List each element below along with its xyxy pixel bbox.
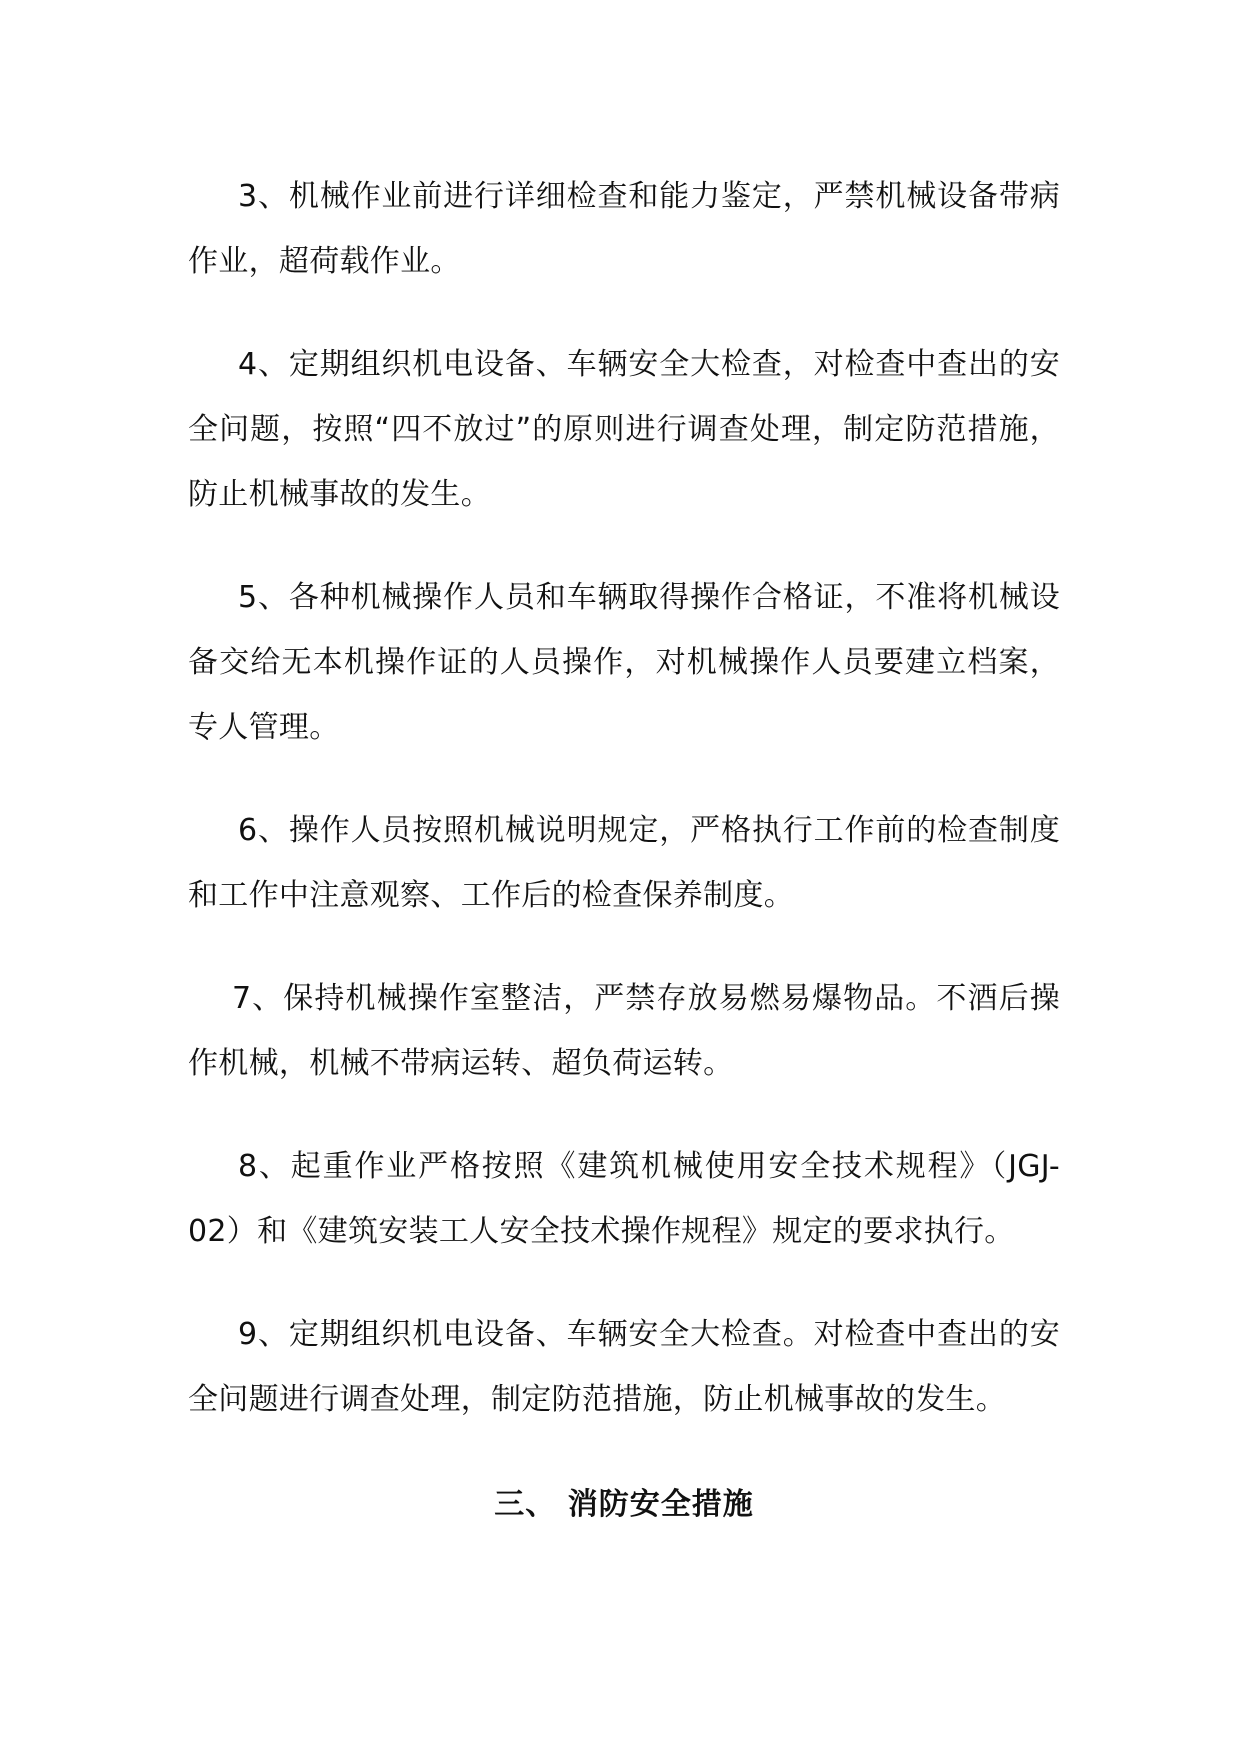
paragraph-item-6: 6、操作人员按照机械说明规定，严格执行工作前的检查制度和工作中注意观察、工作后的检查保养制度。 — [188, 813, 1060, 913]
paragraph-item-3: 3、机械作业前进行详细检查和能力鉴定，严禁机械设备带病作业，超荷载作业。 — [188, 179, 1060, 279]
document-body — [188, 164, 1060, 1537]
paragraph-item-4: 4、定期组织机电设备、车辆安全大检查，对检查中查出的安全问题，按照“四不放过”的原则进行调查处理，制定防范措施，防止机械事故的发生。 — [188, 347, 1060, 512]
section-heading: 三、 消防安全措施 — [494, 1487, 754, 1522]
paragraph-item-7: 7、保持机械操作室整洁，严禁存放易燃易爆物品。不酒后操作机械，机械不带病运转、超负荷运转。 — [188, 981, 1060, 1081]
paragraph-item-8: 8、起重作业严格按照《建筑机械使用安全技术规程》（JGJ-02）和《建筑安装工人安全技术操作规程》规定的要求执行。 — [188, 1149, 1060, 1249]
paragraph-item-9: 9、定期组织机电设备、车辆安全大检查。对检查中查出的安全问题进行调查处理，制定防范措施，防止机械事故的发生。 — [188, 1317, 1060, 1417]
paragraph-item-5: 5、各种机械操作人员和车辆取得操作合格证，不准将机械设备交给无本机操作证的人员操作，对机械操作人员要建立档案，专人管理。 — [188, 580, 1060, 745]
